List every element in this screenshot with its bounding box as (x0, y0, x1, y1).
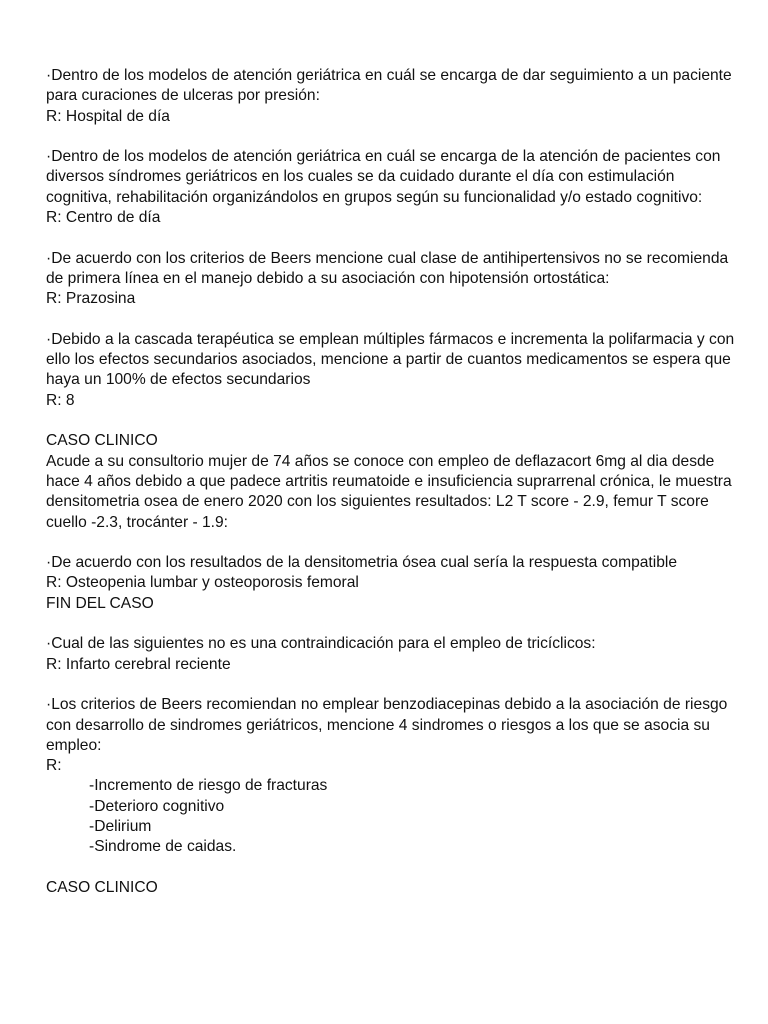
question-text: ·Debido a la cascada terapéutica se emplean múltiples fármacos e incrementa la polifarmacia y con ello los efectos secundarios asociados, mencione a partir de cuantos medicamentos se espera que haya un 100% de efectos secundarios (46, 330, 735, 389)
list-item: -Delirium (89, 817, 152, 835)
question-text: ·Dentro de los modelos de atención geriátrica en cuál se encarga de la atención de pacientes con diversos síndromes geriátricos en los cuales se da cuidado durante el día con estimulación cognitiva, rehabilitación organizándolos en grupos según su funcionalidad y/o estado cognitivo: (46, 148, 721, 206)
question-text: ·De acuerdo con los criterios de Beers mencione cual clase de antihipertensivos no se recomienda de primera línea en el manejo debido a su asociación con hipotensión ortostática: (46, 249, 729, 287)
case-heading: CASO CLINICO (46, 878, 158, 896)
question-text: ·Dentro de los modelos de atención geriátrica en cuál se encarga de dar seguimiento a un paciente para curaciones de ulceras por presión: (46, 67, 732, 105)
clinical-case-2 (46, 878, 736, 898)
answer-text: R: 8 (46, 391, 75, 409)
question-text: ·Cual de las siguientes no es una contraindicación para el empleo de tricíclicos: (46, 635, 596, 653)
case-heading: CASO CLINICO (46, 432, 158, 450)
answer-text: R: Centro de día (46, 209, 161, 227)
document-page (46, 66, 736, 918)
question-block-4 (46, 330, 736, 411)
answer-text: R: Hospital de día (46, 107, 170, 125)
case-end-label: FIN DEL CASO (46, 594, 154, 612)
question-block-7 (46, 695, 736, 857)
question-text: ·De acuerdo con los resultados de la densitometria ósea cual sería la respuesta compatible (46, 554, 678, 572)
answer-text: R: Infarto cerebral reciente (46, 655, 231, 673)
answer-text: R: (46, 757, 62, 775)
answer-text: R: Osteopenia lumbar y osteoporosis femoral (46, 574, 359, 592)
question-block-2 (46, 147, 736, 228)
question-block-5 (46, 553, 736, 614)
answer-text: R: Prazosina (46, 290, 136, 308)
case-text: Acude a su consultorio mujer de 74 años se conoce con empleo de deflazacort 6mg al dia desde hace 4 años debido a que padece artritis reumatoide e insuficiencia suprarrenal crónica, le muestra densitometria osea de enero 2020 con los siguientes resultados: L2 T score - 2.9, femur T score cuello -2.3, trocánter - 1.9: (46, 452, 732, 531)
list-item: -Deterioro cognitivo (89, 797, 225, 815)
question-block-6 (46, 634, 736, 675)
question-text: ·Los criterios de Beers recomiendan no emplear benzodiacepinas debido a la asociación de riesgo con desarrollo de sindromes geriátricos, mencione 4 sindromes o riesgos a los que se asocia su empleo: (46, 696, 728, 754)
list-item: -Sindrome de caidas. (89, 838, 237, 856)
question-block-3 (46, 249, 736, 310)
list-item: -Incremento de riesgo de fracturas (89, 777, 328, 795)
clinical-case-1 (46, 431, 736, 532)
question-block-1 (46, 66, 736, 127)
